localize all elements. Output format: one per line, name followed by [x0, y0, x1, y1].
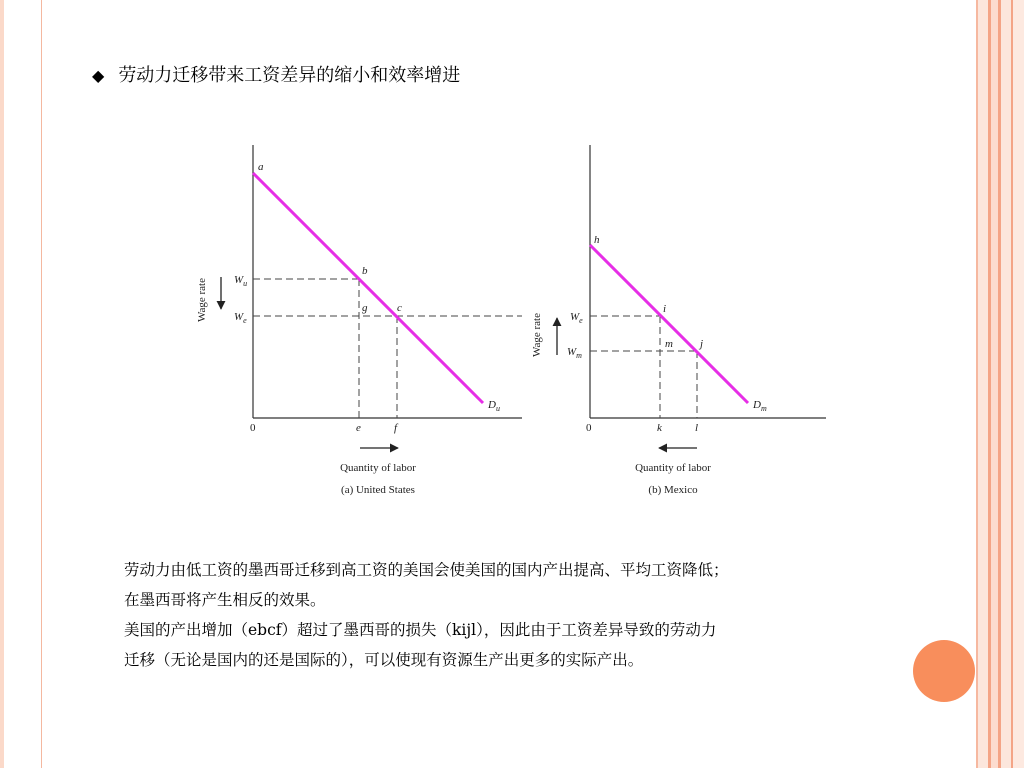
body-line-3: 美国的产出增加（ebcf）超过了墨西哥的损失（kijl），因此由于工资差异导致的劳动力 [124, 621, 717, 639]
us-demand-line [253, 173, 483, 403]
mx-origin: 0 [586, 422, 592, 434]
us-origin: 0 [250, 422, 256, 434]
us-caption: (a) United States [341, 484, 415, 496]
body-line-4: 迁移（无论是国内的还是国际的），可以使现有资源生产出更多的实际产出。 [124, 651, 644, 669]
mx-ylabel: Wage rate [531, 313, 543, 357]
us-point-b: b [362, 265, 368, 277]
mx-point-l: l [695, 422, 699, 434]
us-demand-label: $D_u$ [488, 399, 500, 413]
panel-united-states [196, 145, 522, 496]
us-wu-label: $W_u$ [234, 274, 248, 288]
mx-xlabel: Quantity of labor [635, 462, 711, 474]
panel-mexico [531, 145, 826, 496]
us-xlabel: Quantity of labor [340, 462, 416, 474]
mx-wm-label: $W_m$ [567, 346, 582, 360]
slide-title-text: 劳动力迁移带来工资差异的缩小和效率增进 [118, 65, 461, 86]
mx-point-h: h [594, 234, 600, 246]
mx-demand-label: $D_m$ [753, 399, 767, 413]
slide-body-text [124, 555, 904, 675]
mx-point-m: m [665, 338, 673, 350]
mx-point-i: i [663, 303, 667, 315]
mx-demand-line [590, 245, 748, 403]
mx-caption: (b) Mexico [648, 484, 698, 496]
us-point-e: e [356, 422, 361, 434]
us-point-c: c [397, 302, 402, 314]
body-line-2: 在墨西哥将产生相反的效果。 [124, 591, 326, 609]
us-ylabel: Wage rate [196, 278, 208, 322]
us-we-label: $W_e$ [234, 311, 247, 325]
body-line-1: 劳动力由低工资的墨西哥迁移到高工资的美国会使美国的国内产出提高、平均工资降低； [124, 561, 729, 579]
mx-point-k: k [657, 422, 662, 434]
mx-point-j: j [700, 338, 704, 350]
us-point-a: a [258, 161, 264, 173]
us-point-f: f [394, 422, 398, 434]
diamond-bullet-icon: ◆ [92, 66, 105, 85]
mx-we-label: $W_e$ [570, 311, 583, 325]
us-point-g: g [362, 302, 368, 314]
